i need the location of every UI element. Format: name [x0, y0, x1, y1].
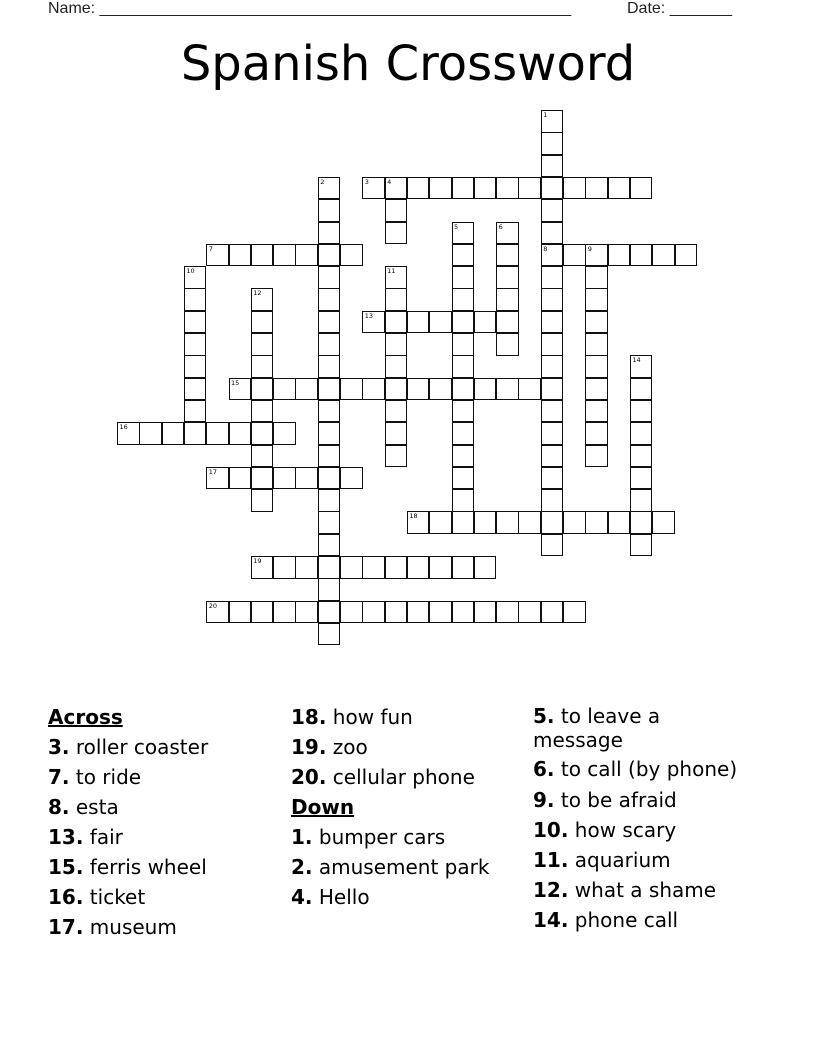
- grid-cell[interactable]: [251, 489, 274, 512]
- grid-cell[interactable]: [407, 311, 430, 334]
- clue-across-19: 19. zoo: [291, 735, 368, 759]
- grid-cell[interactable]: [563, 177, 586, 200]
- grid-cell[interactable]: [407, 601, 430, 624]
- grid-cell[interactable]: [385, 400, 408, 423]
- grid-cell[interactable]: [318, 400, 341, 423]
- page-title: Spanish Crossword: [180, 36, 636, 92]
- grid-cell[interactable]: [452, 244, 475, 267]
- grid-cell[interactable]: [541, 288, 564, 311]
- grid-cell[interactable]: [474, 511, 497, 534]
- grid-cell[interactable]: [452, 511, 475, 534]
- clue-number: 11: [387, 267, 396, 276]
- grid-cell[interactable]: [630, 489, 653, 512]
- grid-cell[interactable]: [541, 511, 564, 534]
- grid-cell[interactable]: [318, 222, 341, 245]
- clue-across-16: 16. ticket: [48, 885, 146, 909]
- clue-number: 5: [454, 222, 459, 231]
- grid-cell[interactable]: [340, 556, 363, 579]
- grid-cell[interactable]: [184, 266, 207, 289]
- grid-cell[interactable]: [541, 266, 564, 289]
- grid-cell[interactable]: [385, 311, 408, 334]
- clue-down-4: 4. Hello: [291, 885, 370, 909]
- grid-cell[interactable]: [184, 422, 207, 445]
- grid-cell[interactable]: [385, 378, 408, 401]
- grid-cell[interactable]: [630, 400, 653, 423]
- grid-cell[interactable]: [541, 244, 564, 267]
- clue-down-2: 2. amusement park: [291, 855, 490, 879]
- grid-cell[interactable]: [251, 400, 274, 423]
- clue-down-12: 12. what a shame: [533, 877, 717, 902]
- grid-cell[interactable]: [362, 556, 385, 579]
- grid-cell[interactable]: [318, 378, 341, 401]
- grid-cell[interactable]: [496, 288, 519, 311]
- grid-cell[interactable]: [295, 378, 318, 401]
- grid-cell[interactable]: [429, 378, 452, 401]
- grid-cell[interactable]: [206, 422, 229, 445]
- grid-cell[interactable]: [541, 422, 564, 445]
- grid-cell[interactable]: [630, 177, 653, 200]
- grid-cell[interactable]: [407, 378, 430, 401]
- grid-cell[interactable]: [452, 355, 475, 378]
- grid-cell[interactable]: [541, 467, 564, 490]
- grid-cell[interactable]: [541, 489, 564, 512]
- clue-down-11: 11. aquarium: [533, 847, 671, 872]
- grid-cell[interactable]: [452, 489, 475, 512]
- grid-cell[interactable]: [318, 467, 341, 490]
- clue-number: 6: [498, 222, 503, 231]
- grid-cell[interactable]: [630, 467, 653, 490]
- grid-cell[interactable]: [541, 311, 564, 334]
- grid-cell[interactable]: [295, 244, 318, 267]
- grid-cell[interactable]: [585, 378, 608, 401]
- clue-number: 15: [231, 378, 240, 387]
- clue-number: 8: [543, 244, 548, 253]
- grid-cell[interactable]: [385, 222, 408, 245]
- grid-cell[interactable]: [184, 288, 207, 311]
- grid-cell[interactable]: [541, 445, 564, 468]
- date-field: Date: _______: [627, 0, 732, 17]
- grid-cell[interactable]: [474, 177, 497, 200]
- clue-down-5: 5. to leave a message: [533, 704, 661, 752]
- grid-cell[interactable]: [340, 378, 363, 401]
- grid-cell[interactable]: [206, 601, 229, 624]
- grid-cell[interactable]: [496, 333, 519, 356]
- grid-cell[interactable]: [362, 378, 385, 401]
- grid-cell[interactable]: [608, 511, 631, 534]
- clue-number: 12: [253, 289, 262, 298]
- grid-cell[interactable]: [318, 578, 341, 601]
- grid-cell[interactable]: [273, 422, 296, 445]
- grid-cell[interactable]: [273, 556, 296, 579]
- clue-number: 18: [409, 512, 418, 521]
- grid-cell[interactable]: [630, 445, 653, 468]
- grid-cell[interactable]: [251, 244, 274, 267]
- grid-cell[interactable]: [362, 311, 385, 334]
- clue-number: 20: [208, 601, 217, 610]
- grid-cell[interactable]: [452, 288, 475, 311]
- grid-cell[interactable]: [541, 534, 564, 557]
- grid-cell[interactable]: [585, 244, 608, 267]
- grid-cell[interactable]: [452, 400, 475, 423]
- grid-cell[interactable]: [585, 311, 608, 334]
- grid-cell[interactable]: [585, 422, 608, 445]
- grid-cell[interactable]: [318, 244, 341, 267]
- grid-cell[interactable]: [206, 467, 229, 490]
- grid-cell[interactable]: [184, 400, 207, 423]
- grid-cell[interactable]: [295, 556, 318, 579]
- grid-cell[interactable]: [385, 199, 408, 222]
- clue-number: 2: [320, 177, 325, 186]
- grid-cell[interactable]: [452, 378, 475, 401]
- grid-cell[interactable]: [429, 177, 452, 200]
- grid-cell[interactable]: [541, 400, 564, 423]
- grid-cell[interactable]: [585, 288, 608, 311]
- clue-number: 3: [364, 177, 369, 186]
- grid-cell[interactable]: [452, 601, 475, 624]
- grid-cell[interactable]: [585, 333, 608, 356]
- grid-cell[interactable]: [563, 601, 586, 624]
- grid-cell[interactable]: [474, 378, 497, 401]
- grid-cell[interactable]: [184, 333, 207, 356]
- grid-cell[interactable]: [184, 311, 207, 334]
- grid-cell[interactable]: [362, 601, 385, 624]
- grid-cell[interactable]: [407, 511, 430, 534]
- name-field: Name: _____________________________________________________: [48, 0, 572, 17]
- grid-cell[interactable]: [273, 601, 296, 624]
- grid-cell[interactable]: [563, 244, 586, 267]
- clue-across-17: 17. museum: [48, 915, 177, 939]
- grid-cell[interactable]: [340, 467, 363, 490]
- grid-cell[interactable]: [452, 311, 475, 334]
- grid-cell[interactable]: [385, 266, 408, 289]
- grid-cell[interactable]: [229, 601, 252, 624]
- grid-cell[interactable]: [452, 556, 475, 579]
- grid-cell[interactable]: [251, 445, 274, 468]
- clue-down-9: 9. to be afraid: [533, 787, 677, 812]
- grid-cell[interactable]: [385, 556, 408, 579]
- grid-cell[interactable]: [184, 378, 207, 401]
- grid-cell[interactable]: [652, 511, 675, 534]
- grid-cell[interactable]: [318, 489, 341, 512]
- grid-cell[interactable]: [630, 422, 653, 445]
- clue-number: 9: [587, 244, 592, 253]
- clue-across-18: 18. how fun: [291, 705, 413, 729]
- grid-cell[interactable]: [585, 177, 608, 200]
- clues-column-3: [533, 702, 753, 935]
- grid-cell[interactable]: [362, 177, 385, 200]
- grid-cell[interactable]: [585, 511, 608, 534]
- grid-cell[interactable]: [273, 467, 296, 490]
- clues-column-2: [291, 702, 521, 912]
- grid-cell[interactable]: [496, 511, 519, 534]
- grid-cell[interactable]: [518, 378, 541, 401]
- grid-cell[interactable]: [318, 445, 341, 468]
- grid-cell[interactable]: [229, 244, 252, 267]
- grid-cell[interactable]: [630, 534, 653, 557]
- grid-cell[interactable]: [474, 556, 497, 579]
- grid-cell[interactable]: [385, 445, 408, 468]
- grid-cell[interactable]: [318, 266, 341, 289]
- clue-down-10: 10. how scary: [533, 817, 677, 842]
- grid-cell[interactable]: [608, 244, 631, 267]
- grid-cell[interactable]: [318, 288, 341, 311]
- clue-across-20: 20. cellular phone: [291, 765, 475, 789]
- grid-cell[interactable]: [117, 422, 140, 445]
- grid-cell[interactable]: [273, 244, 296, 267]
- grid-cell[interactable]: [496, 601, 519, 624]
- grid-cell[interactable]: [630, 355, 653, 378]
- grid-cell[interactable]: [452, 177, 475, 200]
- grid-cell[interactable]: [541, 177, 564, 200]
- grid-cell[interactable]: [251, 556, 274, 579]
- grid-cell[interactable]: [318, 511, 341, 534]
- grid-cell[interactable]: [452, 222, 475, 245]
- clue-across-13: 13. fair: [48, 825, 123, 849]
- grid-cell[interactable]: [429, 511, 452, 534]
- grid-cell[interactable]: [630, 511, 653, 534]
- grid-cell[interactable]: [541, 333, 564, 356]
- clue-down-6: 6. to call (by phone): [533, 757, 738, 781]
- grid-cell[interactable]: [452, 467, 475, 490]
- grid-cell[interactable]: [295, 467, 318, 490]
- clue-across-7: 7. to ride: [48, 765, 142, 789]
- grid-cell[interactable]: [340, 601, 363, 624]
- grid-cell[interactable]: [162, 422, 185, 445]
- grid-cell[interactable]: [385, 422, 408, 445]
- grid-cell[interactable]: [630, 378, 653, 401]
- grid-cell[interactable]: [652, 244, 675, 267]
- clue-number: 4: [387, 177, 392, 186]
- grid-cell[interactable]: [496, 177, 519, 200]
- grid-cell[interactable]: [407, 177, 430, 200]
- grid-cell[interactable]: [474, 601, 497, 624]
- grid-cell[interactable]: [541, 355, 564, 378]
- grid-cell[interactable]: [318, 199, 341, 222]
- clue-across-8: 8. esta: [48, 795, 119, 819]
- grid-cell[interactable]: [184, 355, 207, 378]
- clue-number: 1: [543, 111, 548, 119]
- grid-cell[interactable]: [518, 601, 541, 624]
- clue-number: 13: [364, 311, 374, 320]
- clues-column-1: [48, 702, 278, 942]
- grid-cell[interactable]: [518, 177, 541, 200]
- grid-cell[interactable]: [541, 110, 564, 133]
- grid-cell[interactable]: [518, 511, 541, 534]
- grid-cell[interactable]: [251, 288, 274, 311]
- clue-number: 17: [208, 467, 217, 476]
- grid-cell[interactable]: [251, 311, 274, 334]
- grid-cell[interactable]: [541, 222, 564, 245]
- clue-down-14: 14. phone call: [533, 907, 679, 932]
- clue-across-15: 15. ferris wheel: [48, 855, 207, 879]
- grid-cell[interactable]: [585, 355, 608, 378]
- grid-cell[interactable]: [429, 311, 452, 334]
- grid-cell[interactable]: [385, 601, 408, 624]
- grid-cell[interactable]: [318, 422, 341, 445]
- clue-number: 16: [119, 423, 128, 432]
- grid-cell[interactable]: [541, 378, 564, 401]
- grid-cell[interactable]: [251, 467, 274, 490]
- grid-cell[interactable]: [385, 333, 408, 356]
- grid-cell[interactable]: [251, 378, 274, 401]
- grid-cell[interactable]: [340, 244, 363, 267]
- grid-cell[interactable]: [496, 222, 519, 245]
- grid-cell[interactable]: [585, 445, 608, 468]
- grid-cell[interactable]: [318, 177, 341, 200]
- grid-cell[interactable]: [295, 601, 318, 624]
- clue-down-1: 1. bumper cars: [291, 825, 446, 849]
- grid-cell[interactable]: [474, 311, 497, 334]
- grid-cell[interactable]: [229, 422, 252, 445]
- grid-cell[interactable]: [585, 266, 608, 289]
- grid-cell[interactable]: [429, 601, 452, 624]
- grid-cell[interactable]: [496, 378, 519, 401]
- clue-number: 19: [253, 557, 262, 565]
- grid-cell[interactable]: [452, 333, 475, 356]
- grid-cell[interactable]: [251, 333, 274, 356]
- grid-cell[interactable]: [206, 244, 229, 267]
- grid-cell[interactable]: [452, 266, 475, 289]
- grid-cell[interactable]: [541, 155, 564, 178]
- grid-cell[interactable]: [585, 400, 608, 423]
- grid-cell[interactable]: [229, 467, 252, 490]
- grid-cell[interactable]: [318, 311, 341, 334]
- clue-number: 7: [208, 244, 213, 253]
- grid-cell[interactable]: [452, 445, 475, 468]
- grid-cell[interactable]: [630, 244, 653, 267]
- grid-cell[interactable]: [229, 378, 252, 401]
- grid-cell[interactable]: [251, 422, 274, 445]
- grid-cell[interactable]: [541, 199, 564, 222]
- grid-cell[interactable]: [318, 534, 341, 557]
- grid-cell[interactable]: [251, 601, 274, 624]
- grid-cell[interactable]: [273, 378, 296, 401]
- grid-cell[interactable]: [675, 244, 698, 267]
- clue-number: 14: [632, 356, 641, 365]
- grid-cell[interactable]: [496, 311, 519, 334]
- across-heading: Across: [48, 705, 123, 729]
- grid-cell[interactable]: [541, 601, 564, 624]
- grid-cell[interactable]: [385, 288, 408, 311]
- clue-across-3: 3. roller coaster: [48, 735, 209, 759]
- clue-number: 10: [186, 267, 195, 276]
- grid-cell[interactable]: [318, 623, 341, 646]
- grid-cell[interactable]: [318, 601, 341, 624]
- grid-cell[interactable]: [563, 511, 586, 534]
- grid-cell[interactable]: [139, 422, 162, 445]
- grid-cell[interactable]: [496, 266, 519, 289]
- grid-cell[interactable]: [385, 355, 408, 378]
- grid-cell[interactable]: [496, 244, 519, 267]
- grid-cell[interactable]: [608, 177, 631, 200]
- grid-cell[interactable]: [541, 132, 564, 155]
- grid-cell[interactable]: [407, 556, 430, 579]
- grid-cell[interactable]: [318, 355, 341, 378]
- grid-cell[interactable]: [452, 422, 475, 445]
- grid-cell[interactable]: [385, 177, 408, 200]
- grid-cell[interactable]: [429, 556, 452, 579]
- grid-cell[interactable]: [318, 556, 341, 579]
- down-heading: Down: [291, 795, 355, 819]
- grid-cell[interactable]: [318, 333, 341, 356]
- grid-cell[interactable]: [251, 355, 274, 378]
